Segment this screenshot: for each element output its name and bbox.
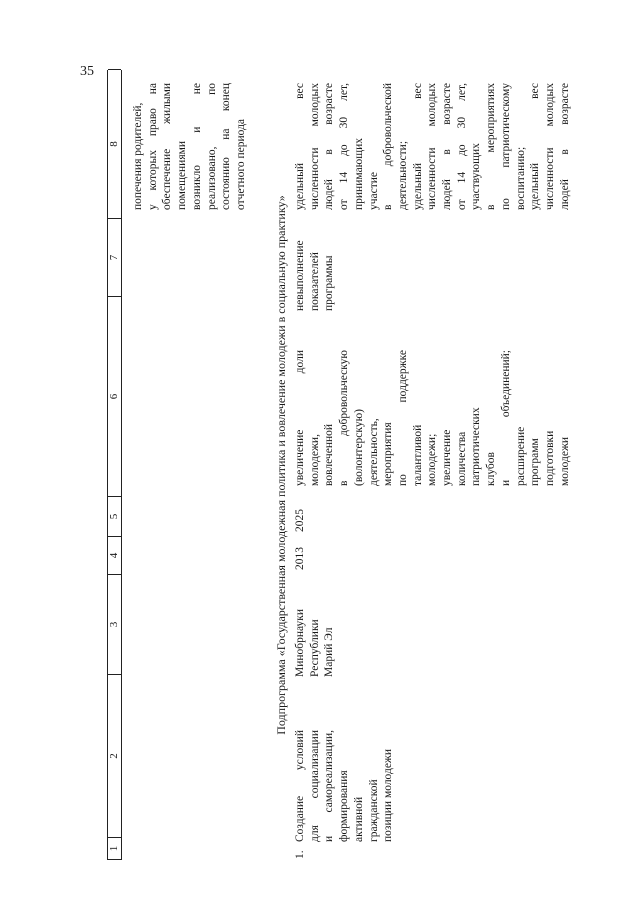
- col8-line: численности молодых: [543, 83, 556, 210]
- continuation-line: отчетного периода: [234, 118, 247, 210]
- col6-line: молодежи,: [308, 434, 321, 486]
- col8-line: удельный вес: [411, 83, 424, 210]
- continuation-line: возникло и не: [190, 83, 203, 210]
- continuation-line: помещениями: [176, 140, 189, 210]
- cell-col6-expected-result: [293, 350, 572, 486]
- col6-line: программ: [529, 438, 542, 486]
- cell-col4-start-year: 2013: [294, 547, 306, 570]
- col3-line: Минобрнауки: [294, 608, 306, 677]
- col8-line: по патриотическому: [499, 83, 512, 210]
- col6-line: подготовки: [543, 430, 556, 486]
- col8-line: удельный вес: [294, 83, 306, 210]
- col8-line: принимающих: [352, 137, 365, 210]
- col8-line: воспитанию;: [514, 146, 527, 210]
- continuation-col8: [131, 83, 249, 210]
- col6-line: в добровольческую: [338, 350, 351, 486]
- cell-col2-measure: [293, 730, 396, 842]
- cell-col7-risk: [293, 231, 337, 311]
- header-col-3: 3: [108, 574, 121, 674]
- cell-col5-end-year: 2025: [294, 509, 306, 532]
- col2-line: позиции молодежи: [382, 748, 395, 842]
- col8-line: в добровольческой: [382, 83, 395, 210]
- col6-line: молодежи;: [426, 433, 439, 486]
- col2-line: для социализации: [308, 730, 321, 842]
- continuation-line: попечения родителей,: [132, 102, 144, 210]
- col2-line: гражданской: [367, 779, 380, 842]
- col2-line: формирования: [338, 770, 351, 842]
- row-number: 1.: [294, 850, 306, 859]
- continuation-line: у которых право на: [146, 83, 159, 210]
- column-number-header: [107, 70, 122, 860]
- rotated-page-content: [107, 70, 571, 860]
- header-col-7: 7: [108, 218, 121, 296]
- col8-line: людей в возрасте: [441, 83, 454, 210]
- col8-line: людей в возрасте: [558, 83, 571, 210]
- header-col-4: 4: [108, 536, 121, 574]
- continuation-line: состоянию на конец: [220, 83, 233, 210]
- col6-line: молодежи: [558, 436, 571, 486]
- page-number: 35: [80, 64, 94, 79]
- col6-line: увеличение: [441, 429, 454, 486]
- col6-line: (волонтерскую): [352, 408, 365, 486]
- continuation-line: реализовано, по: [205, 83, 218, 210]
- cell-col3-executor: [293, 577, 337, 677]
- col6-line: деятельность,: [367, 418, 380, 486]
- subprogram-title: Подпрограмма «Государственная молодежная политика и вовлечение молодежи в социальную практику»: [274, 195, 288, 735]
- header-col-8: 8: [108, 69, 121, 218]
- continuation-line: обеспечение жилыми: [161, 83, 174, 210]
- col6-line: количества: [455, 431, 468, 486]
- col6-line: увеличение доли: [294, 350, 306, 486]
- header-col-2: 2: [108, 674, 121, 837]
- header-col-6: 6: [108, 296, 121, 496]
- col6-line: мероприятия: [382, 422, 395, 486]
- col7-line: невыполнение: [294, 240, 306, 311]
- col3-line: Марий Эл: [323, 627, 336, 677]
- col8-line: удельный вес: [529, 83, 542, 210]
- header-col-5: 5: [108, 496, 121, 536]
- cell-col8-indicators: [293, 83, 572, 210]
- col3-line: Республики: [308, 619, 321, 677]
- col6-line: патриотических: [470, 407, 483, 486]
- col6-line: клубов: [485, 452, 498, 486]
- col8-line: от 14 до 30 лет,: [455, 83, 468, 210]
- col2-line: активной: [352, 796, 365, 842]
- col2-line: Создание условий: [294, 730, 306, 842]
- col8-line: людей в возрасте: [323, 83, 336, 210]
- header-col-1: 1: [108, 837, 121, 859]
- col6-line: по поддержке: [396, 350, 409, 486]
- col7-line: программы: [323, 255, 336, 311]
- col6-line: расширение: [514, 426, 527, 486]
- col8-line: участие: [367, 171, 380, 210]
- col8-line: от 14 до 30 лет,: [338, 83, 351, 210]
- col8-line: в мероприятиях: [485, 83, 498, 210]
- col6-line: талантливой: [411, 424, 424, 486]
- col8-line: численности молодых: [426, 83, 439, 210]
- col7-line: показателей: [308, 252, 321, 311]
- col6-line: вовлеченной: [323, 423, 336, 486]
- col2-line: и самореализации,: [323, 730, 336, 842]
- col6-line: и объединений;: [499, 350, 512, 486]
- col8-line: численности молодых: [308, 83, 321, 210]
- col8-line: участвующих: [470, 143, 483, 210]
- col8-line: деятельности;: [396, 140, 409, 210]
